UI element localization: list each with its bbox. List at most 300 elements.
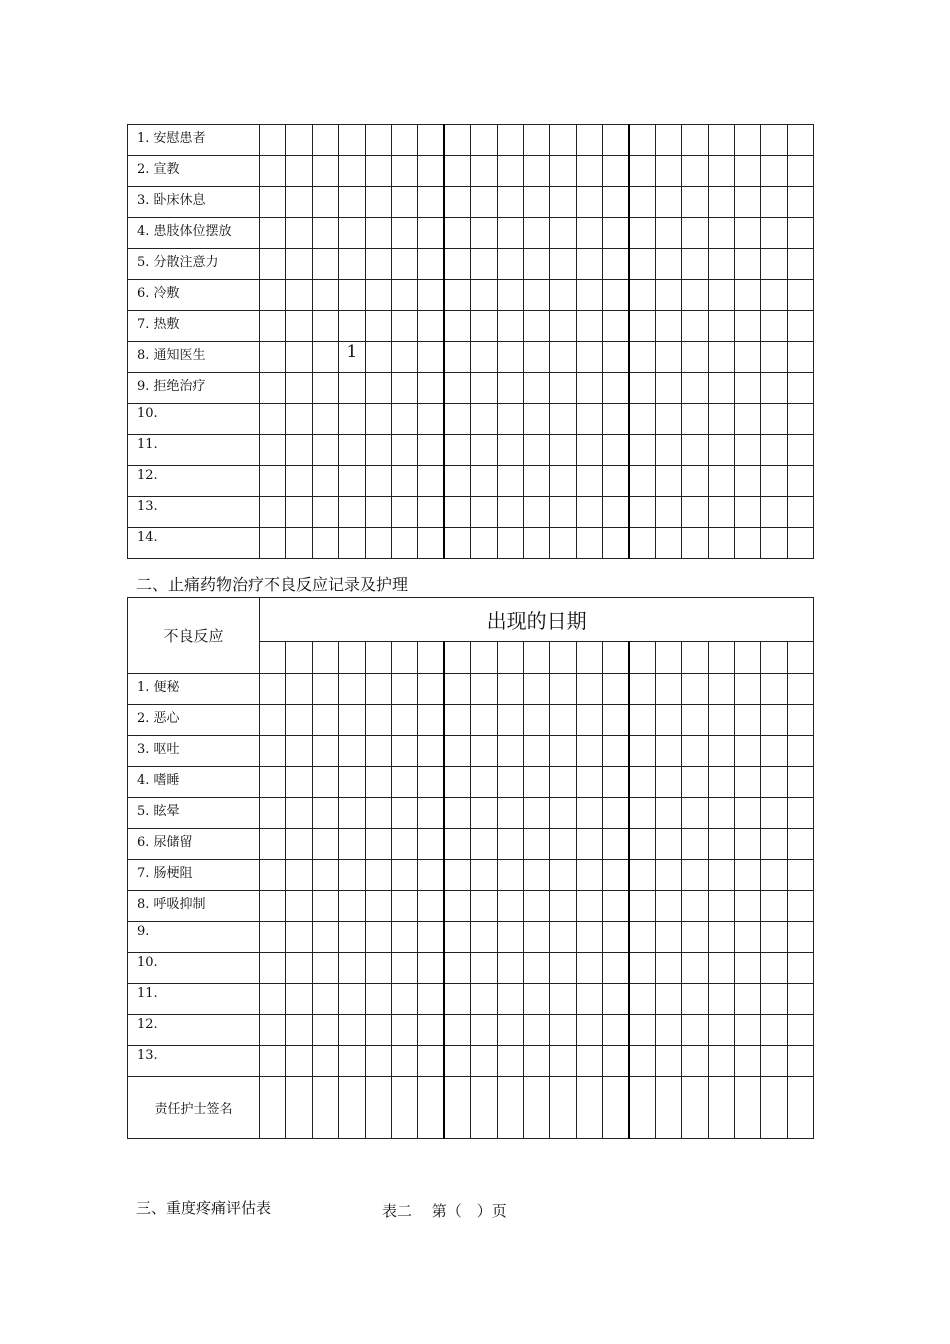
entry-cell[interactable] — [523, 125, 549, 156]
date-cell[interactable] — [761, 642, 787, 674]
entry-cell[interactable] — [286, 953, 312, 984]
entry-cell[interactable] — [787, 280, 813, 311]
entry-cell[interactable] — [497, 404, 523, 435]
entry-cell[interactable] — [787, 187, 813, 218]
entry-cell[interactable] — [629, 767, 655, 798]
entry-cell[interactable] — [339, 280, 365, 311]
entry-cell[interactable] — [787, 922, 813, 953]
entry-cell[interactable] — [260, 125, 286, 156]
entry-cell[interactable] — [708, 435, 734, 466]
entry-cell[interactable] — [365, 311, 391, 342]
entry-cell[interactable] — [603, 404, 629, 435]
entry-cell[interactable] — [418, 404, 444, 435]
entry-cell[interactable] — [735, 860, 761, 891]
entry-cell[interactable] — [576, 829, 602, 860]
entry-cell[interactable] — [365, 736, 391, 767]
entry-cell[interactable] — [735, 674, 761, 705]
entry-cell[interactable] — [761, 187, 787, 218]
entry-cell[interactable] — [708, 156, 734, 187]
entry-cell[interactable] — [471, 891, 497, 922]
entry-cell[interactable] — [471, 249, 497, 280]
entry-cell[interactable] — [286, 705, 312, 736]
entry-cell[interactable] — [761, 829, 787, 860]
entry-cell[interactable] — [339, 953, 365, 984]
entry-cell[interactable] — [523, 311, 549, 342]
entry-cell[interactable] — [339, 1077, 365, 1139]
entry-cell[interactable] — [735, 891, 761, 922]
entry-cell[interactable] — [260, 1077, 286, 1139]
entry-cell[interactable] — [682, 674, 708, 705]
date-cell[interactable] — [550, 642, 576, 674]
entry-cell[interactable] — [761, 528, 787, 559]
entry-cell[interactable] — [339, 1015, 365, 1046]
entry-cell[interactable] — [471, 466, 497, 497]
entry-cell[interactable] — [787, 860, 813, 891]
entry-cell[interactable] — [655, 373, 681, 404]
entry-cell[interactable] — [286, 1046, 312, 1077]
entry-cell[interactable] — [523, 497, 549, 528]
entry-cell[interactable] — [365, 528, 391, 559]
entry-cell[interactable] — [339, 674, 365, 705]
entry-cell[interactable] — [576, 373, 602, 404]
entry-cell[interactable] — [761, 798, 787, 829]
entry-cell[interactable] — [761, 767, 787, 798]
entry-cell[interactable] — [708, 373, 734, 404]
entry-cell[interactable] — [682, 404, 708, 435]
entry-cell[interactable] — [708, 280, 734, 311]
entry-cell[interactable] — [312, 435, 338, 466]
entry-cell[interactable] — [761, 736, 787, 767]
entry-cell[interactable] — [339, 829, 365, 860]
entry-cell[interactable] — [708, 829, 734, 860]
entry-cell[interactable] — [735, 218, 761, 249]
entry-cell[interactable] — [312, 528, 338, 559]
entry-cell[interactable] — [550, 1015, 576, 1046]
entry-cell[interactable] — [418, 497, 444, 528]
entry-cell[interactable] — [550, 249, 576, 280]
entry-cell[interactable] — [391, 218, 417, 249]
entry-cell[interactable] — [523, 218, 549, 249]
entry-cell[interactable] — [312, 1015, 338, 1046]
entry-cell[interactable] — [391, 466, 417, 497]
entry-cell[interactable] — [655, 249, 681, 280]
entry-cell[interactable] — [735, 1015, 761, 1046]
entry-cell[interactable] — [682, 466, 708, 497]
entry-cell[interactable] — [444, 984, 470, 1015]
entry-cell[interactable] — [523, 829, 549, 860]
entry-cell[interactable] — [655, 1015, 681, 1046]
entry-cell[interactable] — [260, 798, 286, 829]
entry-cell[interactable] — [550, 404, 576, 435]
entry-cell[interactable] — [339, 187, 365, 218]
entry-cell[interactable] — [312, 953, 338, 984]
entry-cell[interactable] — [339, 497, 365, 528]
entry-cell[interactable] — [708, 1015, 734, 1046]
entry-cell[interactable] — [497, 767, 523, 798]
entry-cell[interactable] — [260, 435, 286, 466]
entry-cell[interactable] — [444, 860, 470, 891]
entry-cell[interactable] — [471, 435, 497, 466]
entry-cell[interactable] — [286, 674, 312, 705]
entry-cell[interactable] — [708, 1077, 734, 1139]
entry-cell[interactable] — [260, 249, 286, 280]
entry-cell[interactable] — [444, 373, 470, 404]
entry-cell[interactable] — [708, 922, 734, 953]
entry-cell[interactable] — [523, 466, 549, 497]
entry-cell[interactable] — [497, 705, 523, 736]
entry-cell[interactable] — [418, 736, 444, 767]
entry-cell[interactable] — [761, 156, 787, 187]
entry-cell[interactable] — [418, 891, 444, 922]
entry-cell[interactable] — [629, 435, 655, 466]
entry-cell[interactable] — [444, 497, 470, 528]
entry-cell[interactable] — [391, 1015, 417, 1046]
entry-cell[interactable] — [787, 1015, 813, 1046]
date-cell[interactable] — [603, 642, 629, 674]
entry-cell[interactable] — [471, 829, 497, 860]
entry-cell[interactable] — [603, 125, 629, 156]
entry-cell[interactable] — [787, 798, 813, 829]
entry-cell[interactable] — [735, 767, 761, 798]
entry-cell[interactable] — [312, 984, 338, 1015]
entry-cell[interactable] — [444, 218, 470, 249]
entry-cell[interactable] — [629, 156, 655, 187]
entry-cell[interactable] — [418, 984, 444, 1015]
entry-cell[interactable] — [418, 342, 444, 373]
entry-cell[interactable] — [391, 705, 417, 736]
entry-cell[interactable] — [603, 736, 629, 767]
entry-cell[interactable] — [391, 1046, 417, 1077]
entry-cell[interactable] — [708, 736, 734, 767]
entry-cell[interactable] — [418, 156, 444, 187]
entry-cell[interactable] — [655, 1046, 681, 1077]
entry-cell[interactable] — [391, 891, 417, 922]
entry-cell[interactable] — [497, 497, 523, 528]
entry-cell[interactable] — [418, 860, 444, 891]
entry-cell[interactable] — [444, 922, 470, 953]
entry-cell[interactable] — [735, 187, 761, 218]
entry-cell[interactable] — [418, 125, 444, 156]
entry-cell[interactable] — [735, 125, 761, 156]
entry-cell[interactable] — [391, 125, 417, 156]
entry-cell[interactable] — [603, 156, 629, 187]
entry-cell[interactable] — [576, 218, 602, 249]
entry-cell[interactable] — [471, 187, 497, 218]
entry-cell[interactable] — [629, 187, 655, 218]
entry-cell[interactable] — [655, 1077, 681, 1139]
entry-cell[interactable] — [708, 984, 734, 1015]
entry-cell[interactable] — [735, 311, 761, 342]
entry-cell[interactable] — [497, 1015, 523, 1046]
entry-cell[interactable] — [655, 705, 681, 736]
entry-cell[interactable] — [444, 829, 470, 860]
entry-cell[interactable] — [471, 860, 497, 891]
entry-cell[interactable] — [444, 705, 470, 736]
entry-cell[interactable] — [576, 249, 602, 280]
entry-cell[interactable] — [286, 922, 312, 953]
entry-cell[interactable] — [603, 1046, 629, 1077]
entry-cell[interactable] — [787, 218, 813, 249]
entry-cell[interactable] — [603, 1077, 629, 1139]
entry-cell[interactable] — [312, 798, 338, 829]
entry-cell[interactable] — [312, 767, 338, 798]
entry-cell[interactable] — [260, 860, 286, 891]
entry-cell[interactable] — [629, 1077, 655, 1139]
entry-cell[interactable] — [682, 1077, 708, 1139]
date-cell[interactable] — [497, 642, 523, 674]
entry-cell[interactable] — [339, 373, 365, 404]
entry-cell[interactable] — [682, 528, 708, 559]
date-cell[interactable] — [312, 642, 338, 674]
entry-cell[interactable] — [286, 280, 312, 311]
entry-cell[interactable] — [286, 466, 312, 497]
entry-cell[interactable] — [312, 705, 338, 736]
entry-cell[interactable] — [787, 435, 813, 466]
entry-cell[interactable] — [761, 674, 787, 705]
entry-cell[interactable] — [339, 218, 365, 249]
entry-cell[interactable] — [312, 860, 338, 891]
entry-cell[interactable] — [444, 156, 470, 187]
entry-cell[interactable] — [444, 187, 470, 218]
entry-cell[interactable] — [286, 373, 312, 404]
entry-cell[interactable] — [418, 435, 444, 466]
entry-cell[interactable] — [286, 736, 312, 767]
entry-cell[interactable] — [735, 435, 761, 466]
entry-cell[interactable] — [735, 798, 761, 829]
entry-cell[interactable] — [471, 156, 497, 187]
entry-cell[interactable] — [365, 767, 391, 798]
entry-cell[interactable] — [603, 891, 629, 922]
entry-cell[interactable] — [286, 798, 312, 829]
entry-cell[interactable] — [655, 311, 681, 342]
entry-cell[interactable] — [576, 860, 602, 891]
entry-cell[interactable] — [735, 1046, 761, 1077]
entry-cell[interactable] — [629, 891, 655, 922]
entry-cell[interactable] — [550, 984, 576, 1015]
entry-cell[interactable] — [260, 767, 286, 798]
entry-cell[interactable] — [761, 125, 787, 156]
entry-cell[interactable] — [444, 736, 470, 767]
entry-cell[interactable] — [708, 187, 734, 218]
date-cell[interactable] — [391, 642, 417, 674]
entry-cell[interactable] — [655, 156, 681, 187]
date-cell[interactable] — [260, 642, 286, 674]
entry-cell[interactable] — [391, 953, 417, 984]
entry-cell[interactable] — [603, 1015, 629, 1046]
entry-cell[interactable] — [497, 156, 523, 187]
entry-cell[interactable] — [787, 497, 813, 528]
entry-cell[interactable] — [787, 829, 813, 860]
entry-cell[interactable] — [735, 1077, 761, 1139]
entry-cell[interactable] — [735, 953, 761, 984]
entry-cell[interactable] — [550, 953, 576, 984]
entry-cell[interactable] — [365, 1046, 391, 1077]
entry-cell[interactable] — [550, 829, 576, 860]
entry-cell[interactable] — [365, 1077, 391, 1139]
entry-cell[interactable] — [444, 767, 470, 798]
entry-cell[interactable] — [761, 466, 787, 497]
entry-cell[interactable] — [418, 218, 444, 249]
entry-cell[interactable] — [523, 860, 549, 891]
entry-cell[interactable] — [629, 953, 655, 984]
entry-cell[interactable] — [550, 891, 576, 922]
entry-cell[interactable] — [523, 953, 549, 984]
entry-cell[interactable] — [523, 342, 549, 373]
entry-cell[interactable] — [761, 860, 787, 891]
entry-cell[interactable] — [576, 187, 602, 218]
entry-cell[interactable] — [682, 1015, 708, 1046]
entry-cell[interactable] — [603, 767, 629, 798]
entry-cell[interactable] — [471, 311, 497, 342]
entry-cell[interactable] — [708, 125, 734, 156]
entry-cell[interactable] — [339, 311, 365, 342]
entry-cell[interactable] — [550, 311, 576, 342]
entry-cell[interactable] — [497, 187, 523, 218]
entry-cell[interactable] — [391, 528, 417, 559]
entry-cell[interactable] — [312, 249, 338, 280]
entry-cell[interactable] — [260, 156, 286, 187]
entry-cell[interactable] — [444, 435, 470, 466]
entry-cell[interactable] — [629, 528, 655, 559]
entry-cell[interactable] — [497, 311, 523, 342]
entry-cell[interactable] — [365, 705, 391, 736]
entry-cell[interactable] — [286, 187, 312, 218]
entry-cell[interactable] — [603, 829, 629, 860]
entry-cell[interactable] — [603, 705, 629, 736]
entry-cell[interactable] — [497, 922, 523, 953]
entry-cell[interactable] — [471, 984, 497, 1015]
entry-cell[interactable] — [312, 125, 338, 156]
entry-cell[interactable] — [365, 984, 391, 1015]
entry-cell[interactable] — [260, 984, 286, 1015]
entry-cell[interactable] — [523, 984, 549, 1015]
entry-cell[interactable] — [629, 705, 655, 736]
entry-cell[interactable] — [286, 311, 312, 342]
entry-cell[interactable] — [418, 1046, 444, 1077]
entry-cell[interactable] — [655, 674, 681, 705]
entry-cell[interactable] — [260, 497, 286, 528]
entry-cell[interactable] — [576, 1077, 602, 1139]
entry-cell[interactable] — [391, 860, 417, 891]
date-cell[interactable] — [471, 642, 497, 674]
entry-cell[interactable] — [497, 984, 523, 1015]
entry-cell[interactable] — [312, 373, 338, 404]
entry-cell[interactable] — [391, 736, 417, 767]
entry-cell[interactable] — [444, 280, 470, 311]
entry-cell[interactable] — [761, 891, 787, 922]
entry-cell[interactable] — [391, 767, 417, 798]
entry-cell[interactable] — [550, 674, 576, 705]
entry-cell[interactable] — [365, 1015, 391, 1046]
entry-cell[interactable] — [286, 1015, 312, 1046]
entry-cell[interactable] — [312, 156, 338, 187]
entry-cell[interactable] — [550, 922, 576, 953]
entry-cell[interactable] — [787, 342, 813, 373]
entry-cell[interactable] — [497, 1046, 523, 1077]
entry-cell[interactable] — [629, 1046, 655, 1077]
entry-cell[interactable] — [629, 404, 655, 435]
entry-cell[interactable] — [471, 953, 497, 984]
entry-cell[interactable] — [286, 125, 312, 156]
entry-cell[interactable] — [523, 705, 549, 736]
entry-cell[interactable] — [471, 1015, 497, 1046]
date-cell[interactable] — [655, 642, 681, 674]
entry-cell[interactable] — [365, 435, 391, 466]
entry-cell[interactable] — [629, 922, 655, 953]
entry-cell[interactable] — [629, 674, 655, 705]
entry-cell[interactable] — [735, 280, 761, 311]
entry-cell[interactable] — [471, 280, 497, 311]
entry-cell[interactable] — [391, 249, 417, 280]
entry-cell[interactable] — [444, 1077, 470, 1139]
entry-cell[interactable] — [471, 798, 497, 829]
entry-cell[interactable] — [787, 125, 813, 156]
entry-cell[interactable] — [655, 497, 681, 528]
entry-cell[interactable] — [655, 125, 681, 156]
entry-cell[interactable] — [761, 1077, 787, 1139]
entry-cell[interactable] — [286, 528, 312, 559]
entry-cell[interactable] — [260, 705, 286, 736]
entry-cell[interactable] — [444, 404, 470, 435]
entry-cell[interactable] — [576, 1046, 602, 1077]
entry-cell[interactable] — [339, 767, 365, 798]
entry-cell[interactable] — [523, 373, 549, 404]
entry-cell[interactable] — [550, 218, 576, 249]
entry-cell[interactable] — [761, 373, 787, 404]
entry-cell[interactable] — [523, 798, 549, 829]
entry-cell[interactable] — [471, 528, 497, 559]
entry-cell[interactable] — [365, 218, 391, 249]
entry-cell[interactable] — [550, 705, 576, 736]
entry-cell[interactable] — [391, 984, 417, 1015]
entry-cell[interactable] — [418, 953, 444, 984]
entry-cell[interactable] — [260, 829, 286, 860]
entry-cell[interactable] — [761, 497, 787, 528]
entry-cell[interactable] — [708, 342, 734, 373]
entry-cell[interactable] — [629, 736, 655, 767]
entry-cell[interactable] — [444, 125, 470, 156]
entry-cell[interactable] — [682, 435, 708, 466]
entry-cell[interactable] — [735, 736, 761, 767]
entry-cell[interactable] — [418, 280, 444, 311]
entry-cell[interactable] — [603, 218, 629, 249]
entry-cell[interactable] — [787, 891, 813, 922]
entry-cell[interactable] — [682, 736, 708, 767]
entry-cell[interactable] — [761, 953, 787, 984]
entry-cell[interactable] — [735, 528, 761, 559]
entry-cell[interactable] — [629, 125, 655, 156]
entry-cell[interactable] — [365, 342, 391, 373]
entry-cell[interactable] — [603, 249, 629, 280]
entry-cell[interactable] — [787, 404, 813, 435]
entry-cell[interactable] — [655, 218, 681, 249]
entry-cell[interactable] — [787, 705, 813, 736]
entry-cell[interactable] — [629, 218, 655, 249]
entry-cell[interactable] — [576, 528, 602, 559]
entry-cell[interactable] — [576, 1015, 602, 1046]
entry-cell[interactable] — [550, 373, 576, 404]
entry-cell[interactable] — [629, 280, 655, 311]
entry-cell[interactable] — [682, 705, 708, 736]
entry-cell[interactable] — [576, 280, 602, 311]
entry-cell[interactable] — [444, 798, 470, 829]
entry-cell[interactable] — [260, 953, 286, 984]
entry-cell[interactable] — [523, 922, 549, 953]
entry-cell[interactable] — [682, 373, 708, 404]
entry-cell[interactable] — [418, 249, 444, 280]
entry-cell[interactable] — [418, 767, 444, 798]
entry-cell[interactable] — [603, 342, 629, 373]
